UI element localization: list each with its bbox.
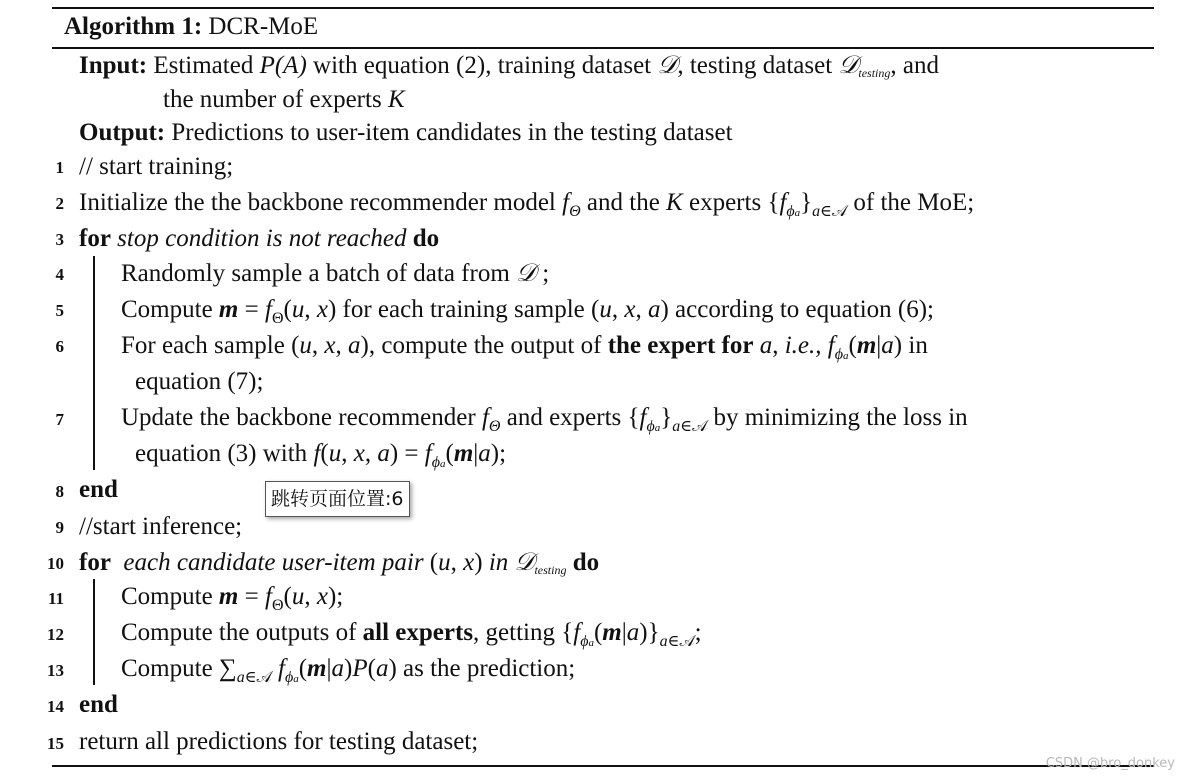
line-text: Randomly sample a batch of data from bbox=[121, 260, 510, 287]
math-m-eq: $m = f_\Theta(u$, x); bbox=[218, 583, 344, 614]
math-pa: P(A) bbox=[259, 52, 307, 79]
line-number: 2 bbox=[55, 194, 64, 213]
line-text: , compute the output of bbox=[368, 332, 602, 359]
output-label: Output: bbox=[79, 119, 166, 146]
line-3 bbox=[79, 223, 439, 255]
math-d: 𝒟 bbox=[657, 52, 678, 79]
algorithm-title bbox=[64, 11, 318, 43]
block-bar bbox=[93, 256, 95, 470]
ie-text: i.e., bbox=[784, 332, 822, 359]
line-text: Compute bbox=[121, 583, 213, 610]
line-number: 9 bbox=[55, 518, 64, 537]
math-d-testing: 𝒟testing bbox=[514, 549, 567, 577]
line-text: and the bbox=[586, 189, 660, 216]
line-number: 6 bbox=[55, 337, 64, 356]
math-subscript: testing bbox=[858, 66, 891, 80]
line-number: 15 bbox=[47, 734, 64, 753]
math-k: K bbox=[387, 86, 405, 113]
output-line bbox=[79, 117, 733, 149]
keyword-do: do bbox=[572, 549, 600, 576]
bold-text: the expert for bbox=[607, 332, 754, 359]
loop-condition: stop condition is not reached bbox=[117, 225, 407, 252]
line-number: 12 bbox=[47, 625, 64, 644]
math-loss-f: f(u, x, $a) = f_{\phi a}(m|a)$; bbox=[313, 440, 507, 471]
line-2 bbox=[79, 187, 974, 223]
loop-condition: each candidate user-item pair bbox=[123, 549, 424, 576]
in-text: in bbox=[488, 549, 509, 576]
math-a: a bbox=[759, 332, 773, 359]
algorithm-name: DCR-MoE bbox=[208, 13, 319, 40]
line-text: Compute bbox=[121, 296, 213, 323]
line-10 bbox=[79, 547, 599, 582]
line-6: For each sample (u, x, a), compute the output of the expert for a, i.e., $f_{\phi a}(m|a)$ in bbox=[121, 332, 928, 363]
line-5 bbox=[121, 294, 934, 329]
line-15: return all predictions for testing dataset; bbox=[79, 728, 479, 755]
line-11 bbox=[121, 581, 343, 616]
title-rule bbox=[52, 47, 1154, 49]
math-all-outputs: $\{f_{\phi a}(m|a)\}_{a\in 𝒜}$; bbox=[561, 619, 702, 650]
input-text: Estimated bbox=[153, 52, 254, 79]
math-f-theta: $f_\Theta$ bbox=[481, 404, 501, 435]
keyword-end: end bbox=[79, 691, 118, 718]
line-text: Compute bbox=[121, 655, 213, 682]
line-text: experts bbox=[688, 189, 762, 216]
keyword-for: for bbox=[79, 549, 111, 576]
input-line bbox=[79, 50, 939, 85]
line-number: 5 bbox=[55, 301, 64, 320]
line-text: For each sample bbox=[121, 332, 285, 359]
math-uxa: (u, x, a) bbox=[591, 296, 669, 323]
input-text: , and bbox=[890, 52, 939, 79]
line-text: and experts bbox=[506, 404, 622, 431]
line-text: as the prediction; bbox=[403, 655, 576, 682]
line-text: equation (3) with bbox=[135, 440, 308, 467]
line-number: 8 bbox=[55, 482, 64, 501]
keyword-do: do bbox=[412, 225, 440, 252]
math-m-eq: $m = f_\Theta(u$, x) bbox=[218, 296, 337, 327]
math-experts-set: $\{f_{\phi a}\}_{a\in 𝒜}$ bbox=[767, 189, 848, 220]
line-number: 13 bbox=[47, 661, 64, 680]
math-k: K bbox=[666, 189, 683, 216]
line-number: 3 bbox=[55, 230, 64, 249]
line-text: for each training sample bbox=[342, 296, 585, 323]
line-number: 4 bbox=[55, 265, 64, 284]
line-text: ; bbox=[542, 260, 550, 287]
line-text: according to equation (6); bbox=[675, 296, 934, 323]
math-d-testing: 𝒟 bbox=[838, 52, 859, 79]
line-number: 1 bbox=[55, 158, 64, 177]
math-sum-prediction: $\sum_{a\in 𝒜}$ $f_{\phi a}(m|a)P(a)$ bbox=[218, 655, 397, 686]
keyword-end: end bbox=[79, 476, 118, 503]
line-text: Update the backbone recommender bbox=[121, 404, 476, 431]
line-8 bbox=[79, 474, 118, 506]
line-text: in bbox=[908, 332, 928, 359]
input-text: the number of experts bbox=[163, 86, 382, 113]
line-7 bbox=[121, 402, 968, 438]
input-text: , testing dataset bbox=[677, 52, 833, 79]
keyword-for: for bbox=[79, 225, 111, 252]
math-expert-output: $f_{\phi a}(m|a)$ bbox=[827, 332, 903, 363]
line-number: 14 bbox=[47, 697, 64, 716]
math-f-theta: $f_\Theta$ bbox=[562, 189, 581, 220]
bold-text: all experts bbox=[362, 619, 474, 646]
jump-tooltip: 跳转页面位置:6 bbox=[265, 481, 410, 517]
line-text: of the MoE; bbox=[853, 189, 975, 216]
algorithm-label: Algorithm 1: bbox=[64, 13, 203, 40]
watermark: CSDN @bro_donkey bbox=[1045, 756, 1175, 771]
line-text: Initialize the the backbone recommender model bbox=[79, 189, 556, 216]
line-number: 7 bbox=[55, 410, 64, 429]
line-number: 11 bbox=[47, 589, 64, 608]
line-text: by minimizing the loss in bbox=[713, 404, 968, 431]
line-12 bbox=[121, 617, 702, 653]
input-line-2 bbox=[163, 84, 405, 116]
line-7-cont bbox=[135, 438, 506, 474]
line-text: Compute the outputs of bbox=[121, 619, 357, 646]
output-text: Predictions to user-item candidates in the testing dataset bbox=[171, 119, 733, 146]
line-text: , getting bbox=[473, 619, 555, 646]
input-label: Input: bbox=[79, 52, 148, 79]
line-1: // start training; bbox=[79, 153, 234, 180]
line-number: 10 bbox=[47, 554, 64, 573]
bottom-rule bbox=[52, 765, 1154, 767]
line-4 bbox=[121, 258, 549, 290]
line-14 bbox=[79, 689, 118, 721]
math-experts-set: $\{f_{\phi a}\}_{a\in 𝒜}$ bbox=[627, 404, 708, 435]
block-bar bbox=[93, 579, 95, 685]
input-text: with equation (2), training dataset bbox=[313, 52, 652, 79]
math-ux: (u, x) bbox=[429, 549, 483, 576]
line-9: //start inference; bbox=[79, 513, 243, 540]
math-d: 𝒟 bbox=[516, 260, 536, 287]
line-13 bbox=[121, 653, 575, 689]
math-uxa: (u, x, a) bbox=[291, 332, 369, 359]
line-6-cont: equation (7); bbox=[135, 368, 264, 395]
top-rule bbox=[52, 7, 1154, 9]
